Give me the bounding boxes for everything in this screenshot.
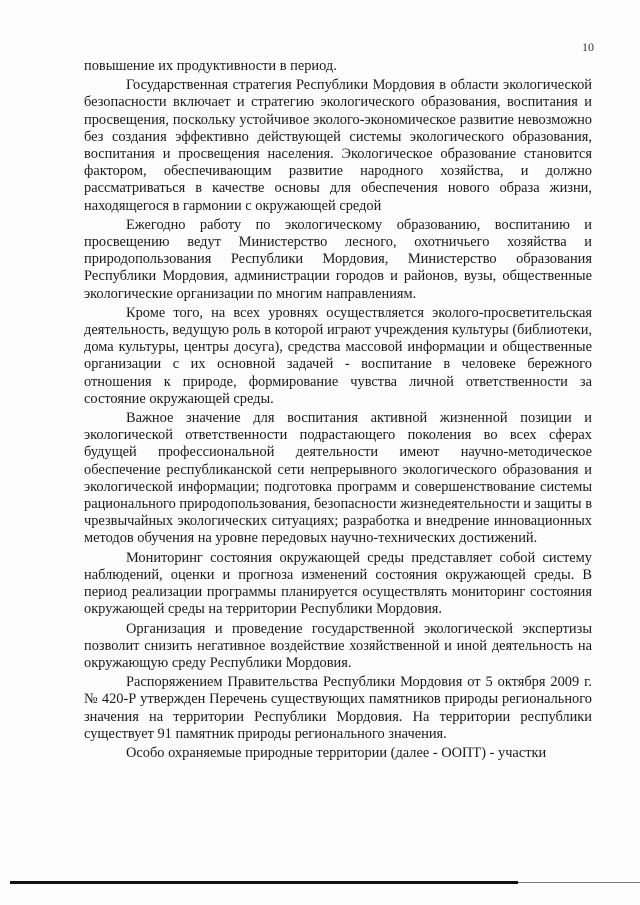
paragraph-annual-work: Ежегодно работу по экологическому образованию, воспитанию и просвещению ведут Министерство лесного, охотничьего хозяйства и природопользования Республики Мордовия, Министерство образования Республики Мордовия, администрации городов и районов, вузы, общественные экологические организации по многим направлениям.	[84, 216, 592, 302]
document-body	[84, 58, 592, 764]
bottom-rule	[10, 881, 518, 884]
paragraph-monitoring: Мониторинг состояния окружающей среды представляет собой систему наблюдений, оценки и прогноза изменений состояния окружающей среды. В период реализации программы планируется осуществлять мониторинг состояния окружающей среды на территории Республики Мордовия.	[84, 549, 592, 618]
paragraph-importance: Важное значение для воспитания активной жизненной позиции и экологической ответственности подрастающего поколения во всех сферах будущей профессиональной деятельности имеют научно-методическое обеспечение республиканской сети непрерывного экологического образования и экологической информации; подготовка программ и совершенствование системы рационального природопользования, безопасности жизнедеятельности и защиты в чрезвычайных экологических ситуациях; разработка и внедрение инновационных методов обучения на уровне передовых научно-технических достижений.	[84, 410, 592, 547]
paragraph-strategy: Государственная стратегия Республики Мордовия в области экологической безопасности включает и стратегию экологического образования, воспитания и просвещения, поскольку устойчивое эколого-экономическое развитие невозможно без создания эффективно действующей системы экологического образования, воспитания и просвещения населения. Экологическое образование становится фактором, обеспечивающим развитие народного хозяйства, и должно рассматриваться в качестве основы для обеспечения нового образа жизни, находящегося в гармонии с окружающей средой	[84, 77, 592, 214]
page-number: 10	[582, 40, 594, 54]
paragraph-expertise: Организация и проведение государственной экологической экспертизы позволит снизить негативное воздействие хозяйственной и иной деятельность на окружающую среду Республики Мордовия.	[84, 620, 592, 671]
paragraph-education-activity: Кроме того, на всех уровнях осуществляется эколого-просветительская деятельность, ведущую роль в которой играют учреждения культуры (библиотеки, дома культуры, центры досуга), средства массовой информации и общественные организации с их основной задачей - воспитание в человеке бережного отношения к природе, формирование чувства личной ответственности за состояние окружающей среды.	[84, 304, 592, 407]
paragraph-protected-areas: Особо охраняемые природные территории (далее - ООПТ) - участки	[126, 744, 547, 761]
paragraph-monuments: Распоряжением Правительства Республики Мордовия от 5 октября 2009 г. № 420-Р утвержден Перечень существующих памятников природы регионального значения на территории Республики Мордовия. На территории республики существует 91 памятник природы регионального значения.	[84, 674, 592, 742]
paragraph-continuation: повышение их продуктивности в период.	[84, 58, 337, 74]
